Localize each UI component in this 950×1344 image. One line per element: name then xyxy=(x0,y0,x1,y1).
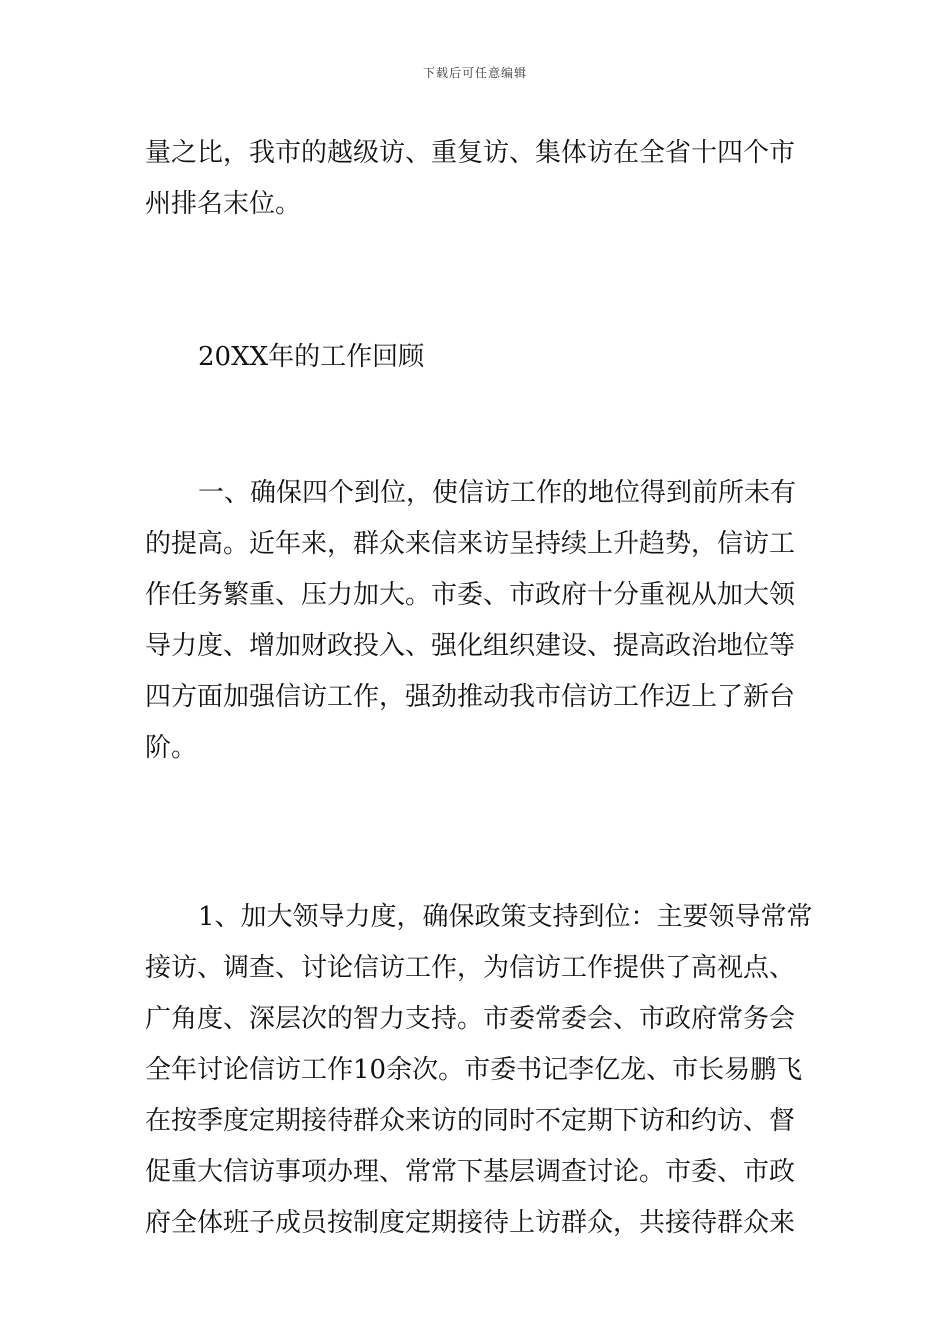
p2-line-1: 一、确保四个到位，使信访工作的地位得到前所未有 xyxy=(198,478,797,508)
p2-line-6: 阶。 xyxy=(145,733,198,763)
p1-line-1: 量之比，我市的越级访、重复访、集体访在全省十四个市 xyxy=(145,138,796,168)
p2-line-4: 导力度、增加财政投入、强化组织建设、提高政治地位等 xyxy=(145,631,796,661)
p3-line-7: 府全体班子成员按制度定期接待上访群众，共接待群众来 xyxy=(145,1208,796,1238)
p3-line-6: 促重大信访事项办理、常常下基层调查讨论。市委、市政 xyxy=(145,1157,796,1187)
p3-line-3: 广角度、深层次的智力支持。市委常委会、市政府常务会 xyxy=(145,1004,796,1034)
page-header-note: 下载后可任意编辑 xyxy=(422,66,527,80)
p2-line-3: 作任务繁重、压力加大。市委、市政府十分重视从加大领 xyxy=(145,580,796,610)
p2-line-5: 四方面加强信访工作，强劲推动我市信访工作迈上了新台 xyxy=(145,682,796,712)
p3-line-2: 接访、调查、讨论信访工作，为信访工作提供了高视点、 xyxy=(145,953,796,983)
p3-line-5: 在按季度定期接待群众来访的同时不定期下访和约访、督 xyxy=(145,1106,796,1136)
section-heading: 20XX年的工作回顾 xyxy=(198,342,425,372)
document-body xyxy=(145,128,813,1249)
p2-line-2: 的提高。近年来，群众来信来访呈持续上升趋势，信访工 xyxy=(145,529,796,559)
p3-line-4: 全年讨论信访工作10余次。市委书记李亿龙、市长易鹏飞 xyxy=(145,1055,803,1085)
p1-line-2: 州排名末位。 xyxy=(145,189,302,219)
p3-line-1: 1、加大领导力度，确保政策支持到位：主要领导常常 xyxy=(198,902,813,932)
